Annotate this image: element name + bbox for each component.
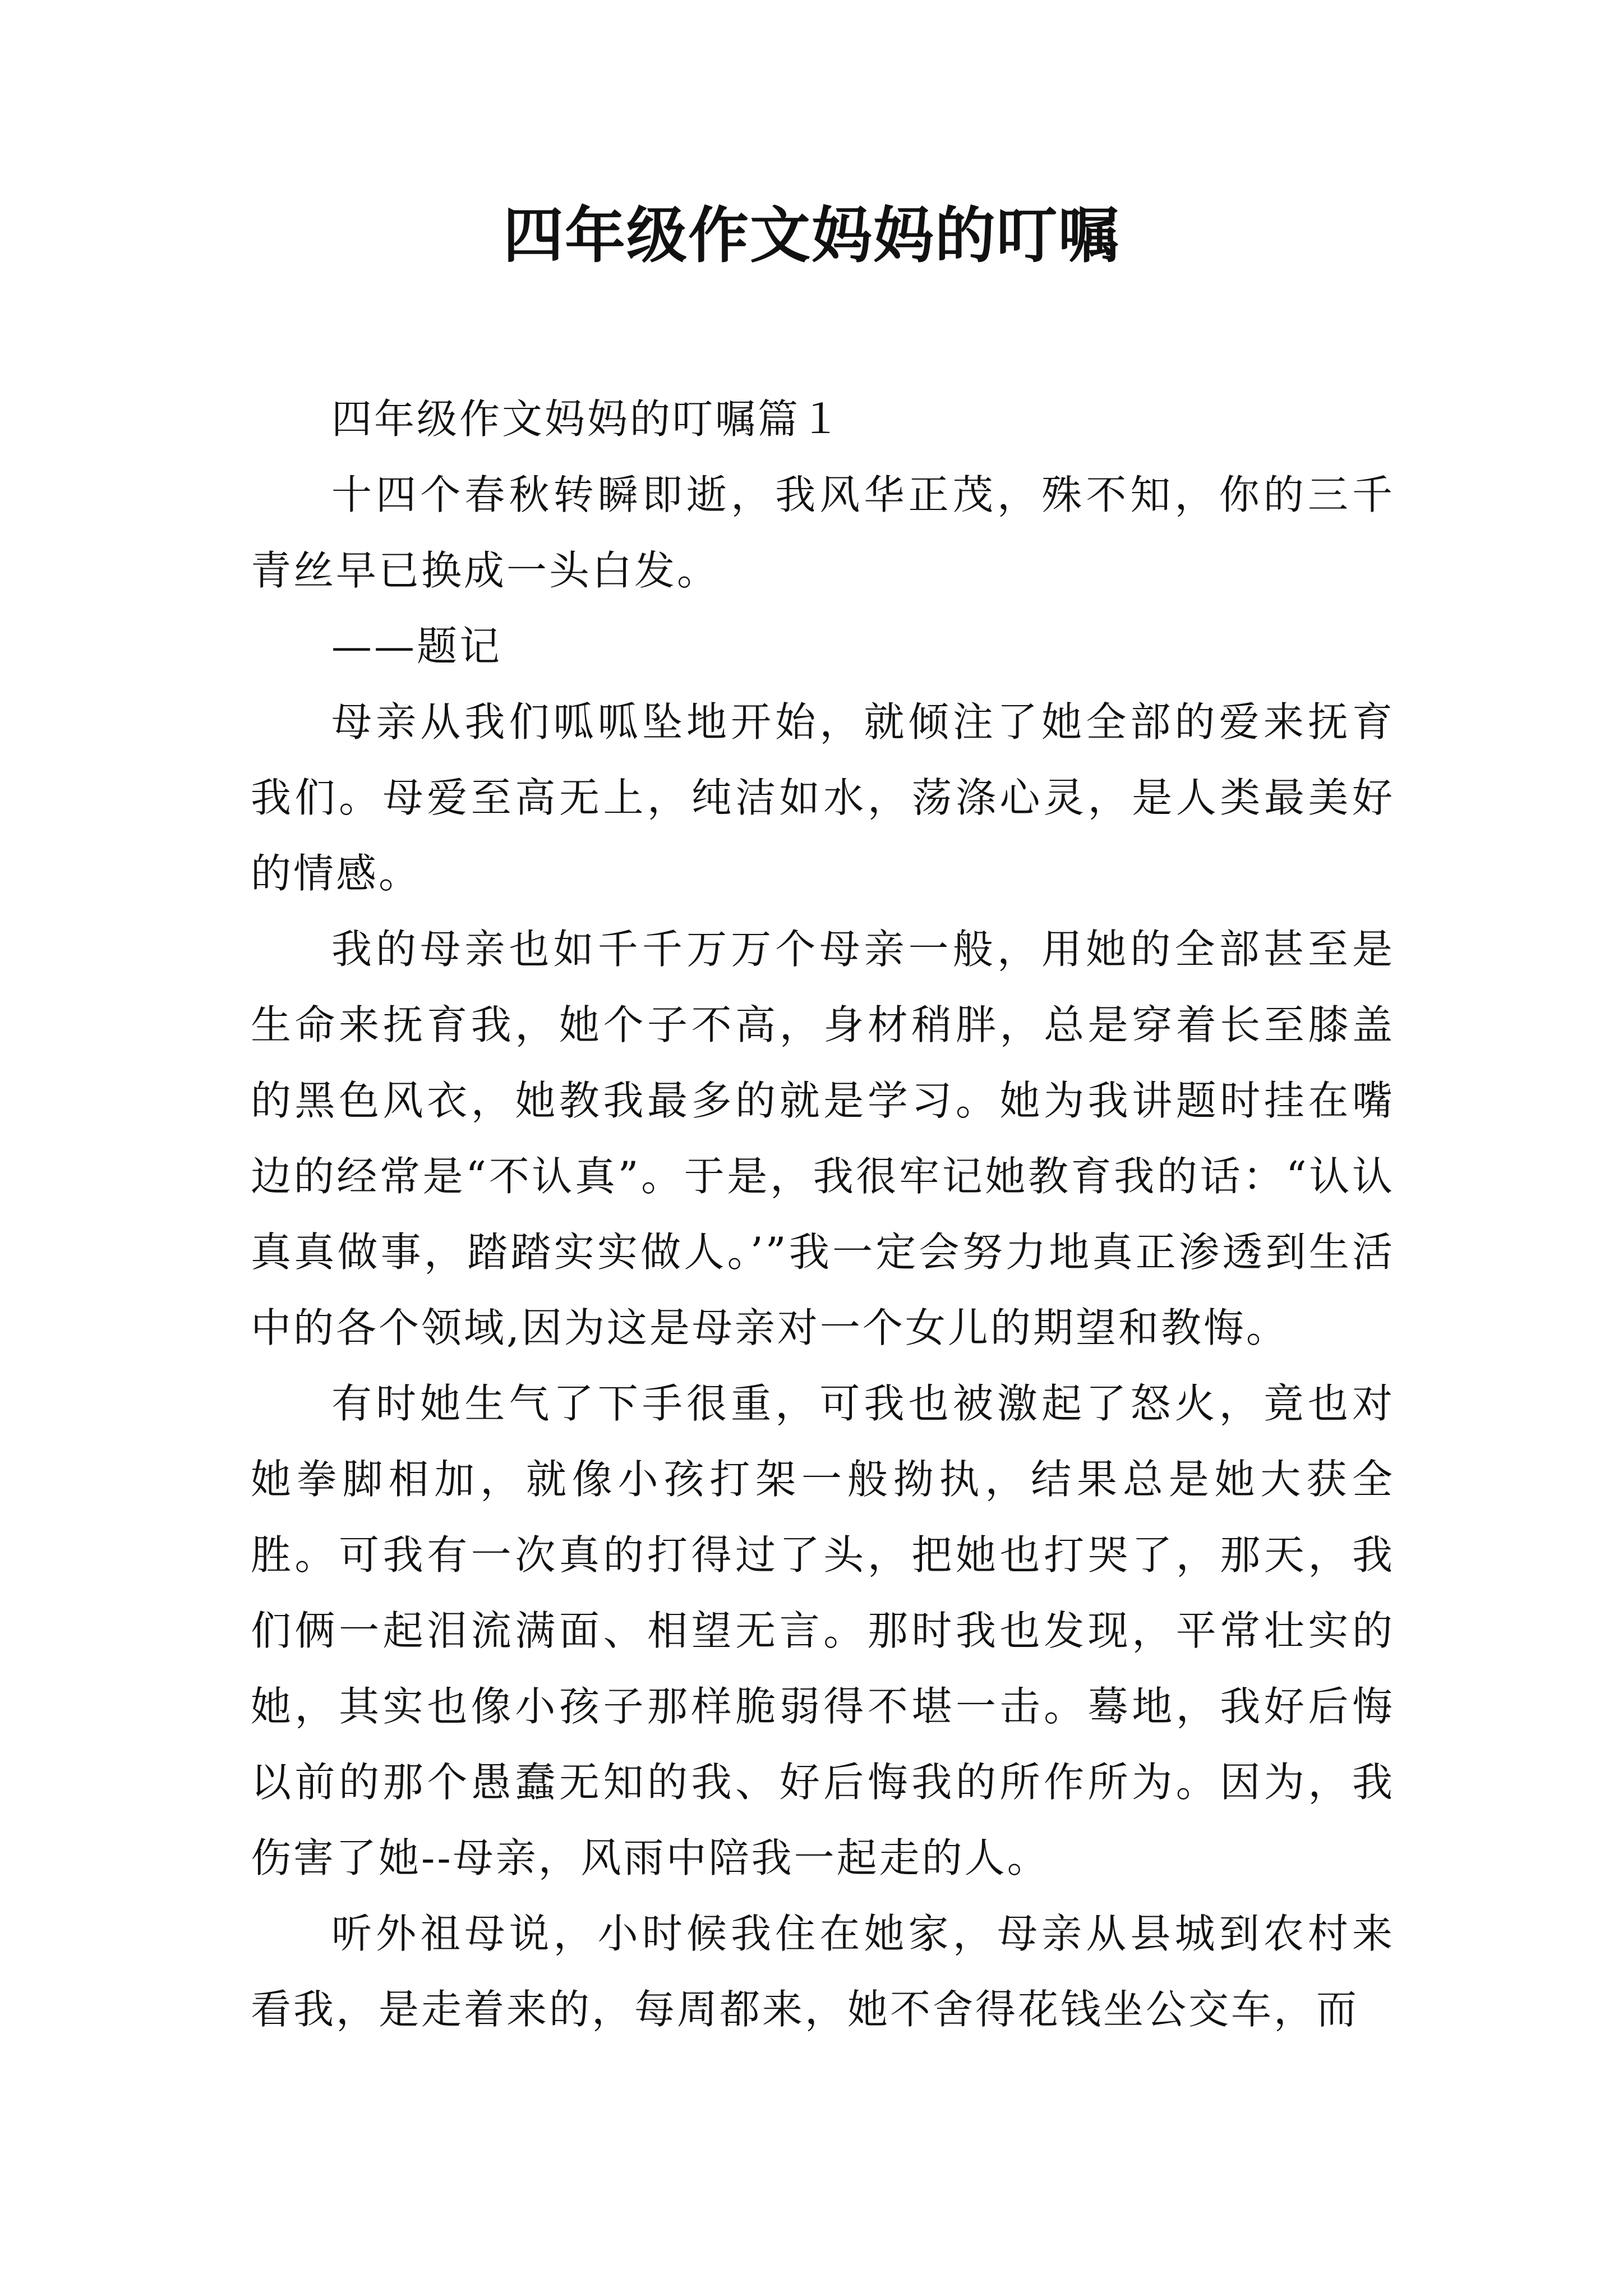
paragraph-heading: 四年级作文妈妈的叮嘱篇１ <box>331 395 843 443</box>
paragraph-epigraph-attribution: ——题记 <box>331 623 502 670</box>
paragraph: 母亲从我们呱呱坠地开始，就倾注了她全部的爱来抚育我们。母爱至高无上，纯洁如水，荡涤心灵，是人类最美好的情感。 <box>251 698 1395 897</box>
paragraph: 有时她生气了下手很重，可我也被激起了怒火，竟也对她拳脚相加，就像小孩打架一般拗执，结果总是她大获全胜。可我有一次真的打得过了头，把她也打哭了，那天，我们俩一起泪流满面、相望无言。那时我也发现，平常壮实的她，其实也像小孩子那样脆弱得不堪一击。蓦地，我好后悔以前的那个愚蠢无知的我、好后悔我的所作所为。因为，我伤害了她--母亲，风雨中陪我一起走的人。 <box>251 1380 1395 1881</box>
paragraph: 听外祖母说，小时候我住在她家，母亲从县城到农村来看我，是走着来的，每周都来，她不舍得花钱坐公交车，而 <box>251 1910 1395 2033</box>
document-body <box>251 381 1395 2047</box>
document-title: 四年级作文妈妈的叮嘱 <box>502 200 1120 271</box>
paragraph-epigraph: 十四个春秋转瞬即逝，我风华正茂，殊不知，你的三千青丝早已换成一头白发。 <box>251 471 1395 594</box>
paragraph: 我的母亲也如千千万万个母亲一般，用她的全部甚至是生命来抚育我，她个子不高，身材稍胖，总是穿着长至膝盖的黑色风衣，她教我最多的就是学习。她为我讲题时挂在嘴边的经常是“不认真”。于是，我很牢记她教育我的话：“认认真真做事，踏踏实实做人。’”我一定会努力地真正渗透到生活中的各个领域,因为这是母亲对一个女儿的期望和教悔。 <box>251 926 1395 1351</box>
